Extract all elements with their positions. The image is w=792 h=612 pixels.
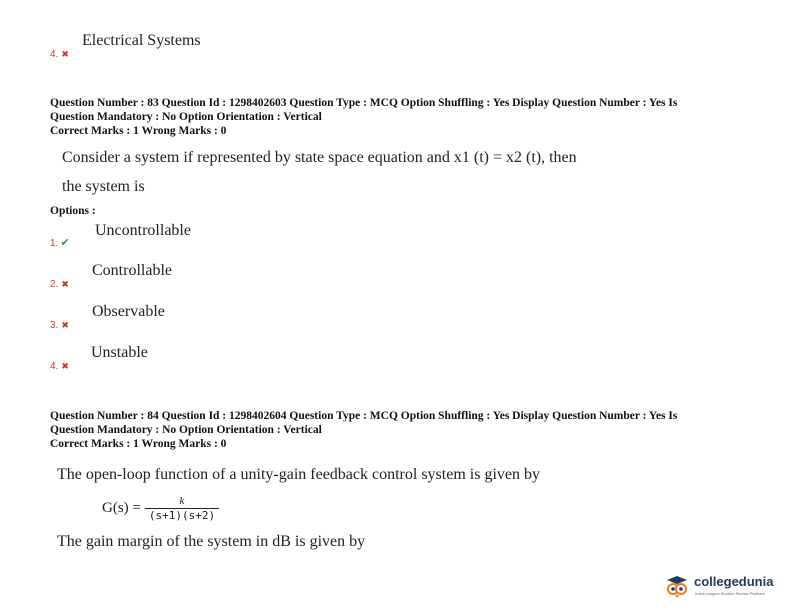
q84-meta-line1: Question Number : 84 Question Id : 1298402604 Question Type : MCQ Option Shuffling : Yes Display Question Number : Yes Is <box>50 410 678 422</box>
option-number: 2. <box>50 279 59 290</box>
q83-option-2-text: Controllable <box>92 262 172 279</box>
prev-option-4 <box>50 44 69 62</box>
q83-meta-line1: Question Number : 83 Question Id : 1298402603 Question Type : MCQ Option Shuffling : Yes Display Question Number : Yes Is <box>50 97 678 109</box>
formula-numerator: k <box>179 495 185 507</box>
option-number: 3. <box>50 320 59 331</box>
q83-marks: Correct Marks : 1 Wrong Marks : 0 <box>50 125 227 137</box>
correct-check-icon: ✔ <box>60 236 70 249</box>
q83-option-3-marker <box>50 315 69 333</box>
logo-tagline: India's largest Student Review Platform <box>695 591 765 596</box>
q83-meta <box>50 96 770 138</box>
q83-option-1-text: Uncontrollable <box>95 222 191 239</box>
wrong-cross-icon: ✖ <box>61 280 69 290</box>
prev-option-4-text: Electrical Systems <box>82 32 201 49</box>
logo-owl-icon <box>664 574 690 600</box>
q83-meta-line2: Question Mandatory : No Option Orientation : Vertical <box>50 111 322 123</box>
formula-fraction <box>145 494 219 523</box>
q83-option-1-marker <box>50 233 70 251</box>
transfer-function-formula <box>102 494 219 523</box>
q84-text-line2: The gain margin of the system in dB is given by <box>57 533 366 550</box>
option-number: 1. <box>50 238 59 249</box>
q84-text-line1: The open-loop function of a unity-gain feedback control system is given by <box>57 466 540 483</box>
wrong-cross-icon: ✖ <box>61 362 69 372</box>
formula-denominator: (s+1)(s+2) <box>148 509 216 522</box>
q84-marks: Correct Marks : 1 Wrong Marks : 0 <box>50 438 227 450</box>
q83-option-3-text: Observable <box>92 303 165 320</box>
q83-option-2-marker <box>50 274 69 292</box>
logo-name: collegedunia <box>694 574 774 589</box>
q84-meta <box>50 409 770 451</box>
q83-text-line2: the system is <box>62 178 145 195</box>
wrong-cross-icon: ✖ <box>61 50 69 60</box>
q83-options-label: Options : <box>50 205 96 217</box>
collegedunia-logo <box>664 570 788 604</box>
option-number: 4. <box>50 361 59 372</box>
q84-meta-line2: Question Mandatory : No Option Orientation : Vertical <box>50 424 322 436</box>
q83-option-4-marker <box>50 356 69 374</box>
formula-lhs: G(s) = <box>102 500 141 517</box>
option-number: 4. <box>50 49 59 60</box>
q83-text-line1: Consider a system if represented by state space equation and x1 (t) = x2 (t), then <box>62 149 577 166</box>
q83-option-4-text: Unstable <box>91 344 148 361</box>
wrong-cross-icon: ✖ <box>61 321 69 331</box>
